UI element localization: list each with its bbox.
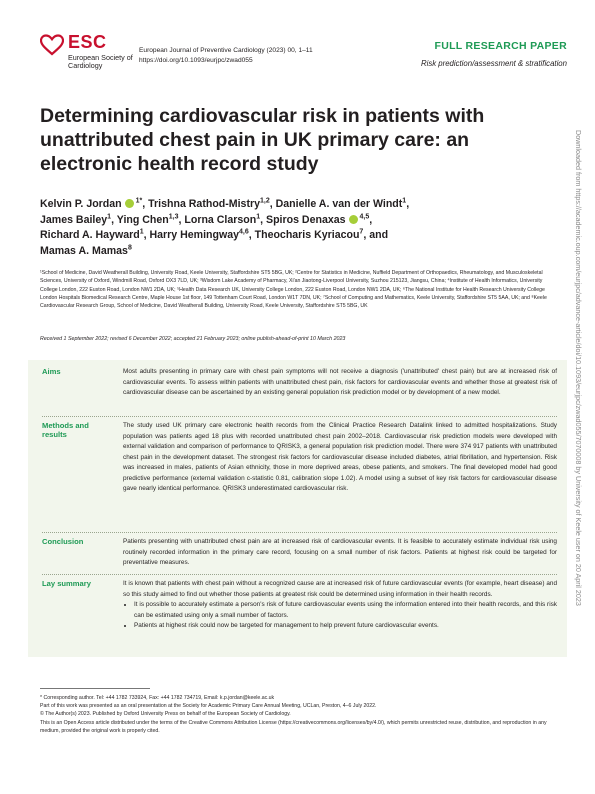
download-watermark bbox=[573, 130, 585, 660]
author-affiliation-mark: 1 bbox=[107, 212, 112, 220]
author-name: Mamas A. Mamas bbox=[40, 244, 128, 257]
list-item: • It is possible to accurately estimate a person's risk of future cardiovascular events using the information entered into their health records, and this risk can be estimated using only a small number of factors. bbox=[134, 600, 557, 621]
logo-text: ESC bbox=[68, 32, 107, 52]
author-list: Kelvin P. Jordan $^{1*}$, Trishna Rathod-Mistry$^{1,2}$, Danielle A. van der Windt$^1$, James Bailey$^1$, Ying Chen$^{1,3}$, Lorna Clarson$^1$, Spiros Denaxas $^{4,5}$, Richard A. Hayward$^1$, Harry Hemingway$^{4,6}$, Theocharis Kyriacou$^7$, and Mamas A. Mamas$^8$ bbox=[40, 197, 410, 257]
author bbox=[150, 229, 249, 241]
list-item: • Patients at highest risk could now be targeted for management to help prevent future cardiovascular events. bbox=[134, 621, 557, 632]
journal-info bbox=[139, 46, 369, 66]
lay-summary-bullets bbox=[123, 600, 557, 632]
orcid-icon[interactable] bbox=[125, 199, 134, 208]
author-name: Harry Hemingway bbox=[149, 229, 239, 241]
lay-summary-label: Lay summary bbox=[42, 579, 91, 588]
author-affiliation-mark: 1* bbox=[135, 197, 143, 205]
author bbox=[276, 198, 407, 210]
logo-subtext: European Society of Cardiology bbox=[68, 53, 133, 71]
journal-citation: European Journal of Preventive Cardiology (2023) 00, 1–11 bbox=[139, 47, 313, 54]
author-affiliation-mark: 4,6 bbox=[239, 228, 249, 236]
affiliations: ¹School of Medicine, David Weatherall Building, University Road, Keele University, Staffordshire ST5 5BG, UK; ²Centre for Statistics in Medicine, Nuffield Department of Orthopaedics, Rheumatology, and Musculoskeletal Sciences, University of Oxford, Windmill Road, Oxford OX3 7LD, UK; ³Wisdom Lake Academy of Pharmacy, Xi'an Jiaotong-Liverpool University, Suzhou 215123, Jiangsu, China; ⁴Institute of Health Informatics, University College London, 222 Euston Road, London NW1 2DA, UK; ⁵Health Data Research UK, University College London, 222 Euston Road, London NW1 2DA, UK; ⁶The National Institute for Health Research University College London Hospitals Biomedical Research Centre, Maple House 1st floor, 149 Tottenham Court Road, London W1T 7DN, UK; ⁷School of Computing and Mathematics, Keele University, Staffordshire ST5 5AA, UK; and ⁸Keele Cardiovascular Research Group, School of Medicine, David Weatherall Building, University Road, Keele University, Staffordshire ST5 5BG, UK bbox=[40, 270, 547, 310]
section-divider bbox=[42, 416, 557, 417]
article-title: Determining cardiovascular risk in patients with unattributed chest pain in UK primary care: an electronic health record study bbox=[40, 105, 485, 175]
presentation-note: Part of this work was presented as an oral presentation at the Society for Academic Primary Care Annual Meeting, UCLan, Preston, 4–6 July 2022. bbox=[40, 703, 377, 710]
orcid-icon[interactable] bbox=[349, 215, 358, 224]
author bbox=[255, 229, 364, 241]
footnote-divider bbox=[40, 688, 150, 689]
doi-link[interactable]: https://doi.org/10.1093/eurjpc/zwad055 bbox=[139, 57, 253, 64]
author-affiliation-mark: 1 bbox=[402, 197, 407, 205]
author-affiliation-mark: 4,5 bbox=[359, 212, 370, 220]
paper-category: Risk prediction/assessment & stratification bbox=[420, 59, 567, 68]
author bbox=[148, 198, 270, 210]
author-name: Spiros Denaxas bbox=[266, 213, 346, 226]
conclusion-text: Patients presenting with unattributed chest pain are at increased risk of cardiovascular events. It is feasible to accurately estimate individual risk using routinely recorded information in the primary care record, focusing on a small number of risk factors. Patients at highest risk could be targeted for preventative measures. bbox=[123, 538, 557, 566]
author-name: Kelvin P. Jordan bbox=[40, 198, 122, 210]
author bbox=[40, 214, 111, 226]
author bbox=[266, 214, 369, 226]
esc-logo bbox=[40, 30, 135, 78]
aims-text: Most adults presenting in primary care with chest pain symptoms will not receive a diagnosis ('unattributed' chest pain) but are at increased risk of cardiovascular events. To assess within patients with unattributed chest pain, risk factors for cardiovascular events and whether those at greatest risk of cardiovascular disease can be ascertained by an existing general population risk prediction model or by development of a new model. bbox=[123, 368, 557, 396]
corresponding-author: * Corresponding author. Tel: +44 1782 733924, Fax: +44 1782 734719, Email: k.p.jordan@keele.ac.uk bbox=[40, 695, 275, 701]
author bbox=[40, 229, 144, 241]
author-affiliation-mark: 7 bbox=[359, 228, 364, 236]
author-name: Trishna Rathod-Mistry bbox=[148, 198, 260, 210]
license-note: This is an Open Access article distributed under the terms of the Creative Commons Attribution License (https://creativecommons.org/licenses/by/4.0/), which permits unrestricted reuse, distribution, and reproduction in any medium, provided the original work is properly cited. bbox=[40, 719, 547, 734]
section-divider bbox=[42, 574, 557, 575]
aims-label: Aims bbox=[42, 367, 61, 376]
section-divider bbox=[42, 532, 557, 533]
structured-abstract bbox=[28, 360, 567, 657]
heart-logo-icon bbox=[40, 34, 64, 56]
author bbox=[40, 245, 132, 257]
footnotes bbox=[40, 694, 556, 735]
author-name: Theocharis Kyriacou bbox=[254, 229, 360, 241]
author-name: James Bailey bbox=[40, 213, 108, 226]
author-name: Ying Chen bbox=[116, 213, 169, 226]
methods-text: The study used UK primary care electronic health records from the Clinical Practice Research Datalink linked to admitted hospitalizations. Study population was patients aged 18 plus with recorded unattributed chest pain 2002–2018. Cardiovascular risk prediction models were developed with external validation and comparison of performance to QRISK3, a general population risk prediction model. There were 374 917 patients with unattributed chest pain in the development dataset. The strongest risk factors for cardiovascular disease included diabetes, atrial fibrillation, and hypertension. Risk was increased in males, patients of Asian ethnicity, those in more deprived areas, obese patients, and smokers. The final developed model had good predictive performance (external validation c-statistic 0.81, calibration slope 1.02). A model using a subset of key risk factors for cardiovascular disease gave nearly identical performance. QRISK3 underestimated cardiovascular risk. bbox=[123, 422, 557, 492]
conclusion-label: Conclusion bbox=[42, 537, 84, 546]
lay-summary-intro: It is known that patients with chest pain without a recognized cause are at increased risk of future cardiovascular events (for example, heart disease) and so this study aimed to find out whether those patients at greatest risk could be determined using information in their health records. bbox=[123, 580, 557, 598]
article-dates: Received 1 September 2022; revised 6 December 2022; accepted 21 February 2023; online publish-ahead-of-print 10 March 2023 bbox=[40, 336, 346, 342]
author-name: Lorna Clarson bbox=[184, 213, 257, 226]
copyright-note: © The Author(s) 2023. Published by Oxford University Press on behalf of the European Society of Cardiology. bbox=[40, 711, 291, 718]
author bbox=[40, 198, 142, 210]
author bbox=[184, 214, 260, 226]
author-affiliation-mark: 1,3 bbox=[168, 212, 179, 220]
download-note: Downloaded from https://academic.oup.com/eurjpc/advance-article/doi/10.1093/eurjpc/zwad055/7070008 by University of Keele user on 20 April 2023 bbox=[574, 130, 583, 606]
author bbox=[117, 214, 179, 226]
author-name: Richard A. Hayward bbox=[40, 229, 140, 241]
methods-label: Methods and results bbox=[42, 421, 89, 440]
author-name: Danielle A. van der Windt bbox=[275, 198, 403, 210]
lay-summary-text bbox=[123, 579, 557, 632]
author-affiliation-mark: 1 bbox=[139, 228, 144, 236]
author-affiliation-mark: 1 bbox=[256, 212, 261, 220]
paper-type: FULL RESEARCH PAPER bbox=[434, 40, 567, 52]
author-affiliation-mark: 8 bbox=[127, 243, 132, 251]
author-affiliation-mark: 1,2 bbox=[260, 197, 270, 205]
